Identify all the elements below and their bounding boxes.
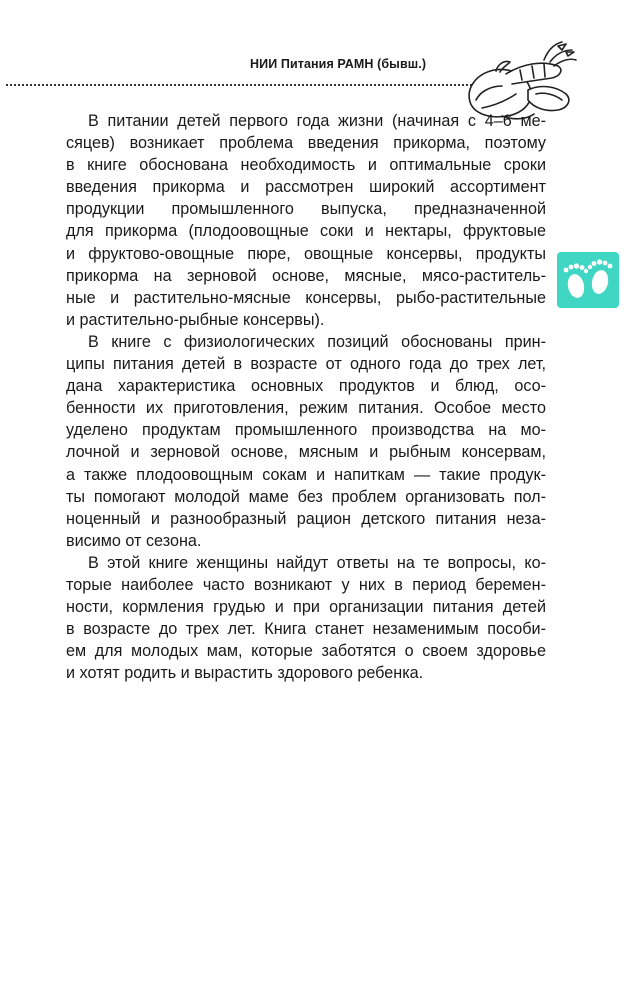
text-line: В этой книге женщины найдут ответы на те вопросы, ко- [88,553,546,572]
text-line: ты помогают молодой маме без проблем организовать пол- [66,487,546,506]
text-line: в книге обоснована необходимость и оптимальные сроки [66,156,546,175]
text-line: и растительно-рыбные консервы). [66,310,325,329]
text-line: ные и растительно-мясные консервы, рыбо-растительные [66,288,546,307]
text-line: прикорма на зерновой основе, мясные, мясо-раститель- [66,266,546,285]
text-line: ем для молодых мам, которые заботятся о своем здоровье [66,642,546,661]
text-line: введения прикорма и рассмотрен широкий ассортимент [66,178,546,197]
text-line: В питании детей первого года жизни (начиная с 4–6 ме- [88,112,546,130]
text-line: продукции промышленного выпуска, предназначенной [66,200,546,219]
text-line: дана характеристика основных продуктов и блюд, осо- [66,377,546,396]
text-line: и хотят родить и вырастить здорового ребенка. [66,664,424,683]
text-line: В книге с физиологических позиций обоснованы прин- [88,332,546,351]
header-dotted-rule [6,84,472,86]
text-line: торые наиболее часто возникают у них в период беремен- [66,575,546,594]
text-line: а также плодоовощным сокам и напиткам — такие продук- [66,465,546,484]
text-line: для прикорма (плодоовощные соки и нектары, фруктовые [66,222,546,241]
paragraph-1 [66,110,546,331]
paragraph-3 [66,552,546,685]
text-line: ципы питания детей в возрасте от одного года до трех лет, [66,355,546,374]
running-header-title: НИИ Питания РАМН (бывш.) [250,57,427,71]
text-line: уделено продуктам промышленного производства на мо- [66,421,546,440]
text-line: ности, кормления грудью и при организации питания детей [66,598,546,617]
text-line: бенности их приготовления, режим питания. Особое место [66,399,546,418]
text-line: ноценный и разнообразный рацион детского питания неза- [66,509,546,528]
text-line: сяцев) возникает проблема введения прикорма, поэтому [66,134,546,153]
text-line: в возрасте до трех лет. Книга станет незаменимым пособи- [66,620,546,639]
body-text [66,110,546,684]
text-line: висимо от сезона. [66,531,202,550]
text-line: и фруктово-овощные пюре, овощные консервы, продукты [66,244,546,263]
text-line: лочной и зерновой основе, мясным и рыбным консервам, [66,443,546,462]
paragraph-2 [66,331,546,552]
baby-feet-icon [557,252,619,308]
